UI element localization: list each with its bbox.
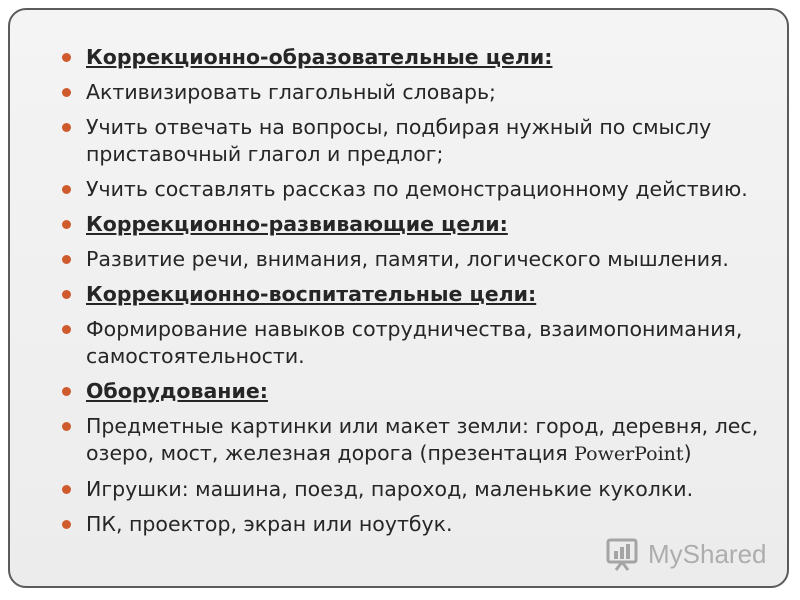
- list-item: [60, 316, 780, 370]
- bullet-icon: [62, 88, 71, 97]
- list-item-text: Игрушки: машина, поезд, пароход, маленькие куколки.: [86, 477, 694, 501]
- list-item: [60, 79, 780, 106]
- bullet-list: [60, 44, 780, 546]
- list-item: [60, 413, 780, 468]
- myshared-watermark: [606, 534, 767, 574]
- list-item-text: Учить отвечать на вопросы, подбирая нужный по смыслу приставочный глагол и предлог;: [86, 115, 712, 166]
- bullet-icon: [62, 325, 71, 334]
- watermark-text: MyShared: [648, 538, 767, 569]
- bullet-icon: [62, 255, 71, 264]
- section-heading: Коррекционно-образовательные цели:: [86, 45, 553, 69]
- list-item: [60, 246, 780, 273]
- list-item: [60, 44, 780, 71]
- list-item: [60, 476, 780, 503]
- section-heading: Коррекционно-воспитательные цели:: [86, 282, 537, 306]
- list-item-text: Учить составлять рассказ по демонстрационному действию.: [86, 177, 748, 201]
- list-item-text-main: Предметные картинки или макет земли: город, деревня, лес, озеро, мост, железная дорога (презентация: [86, 414, 759, 465]
- powerpoint-label: PowerPoint: [574, 443, 684, 465]
- bullet-icon: [62, 520, 71, 529]
- list-item: [60, 176, 780, 203]
- bullet-icon: [62, 290, 71, 299]
- list-item: [60, 211, 780, 238]
- bullet-icon: [62, 123, 71, 132]
- list-item: [60, 281, 780, 308]
- list-item-text: [86, 414, 758, 465]
- slide-frame: [8, 8, 789, 588]
- myshared-logo-icon: [606, 536, 642, 572]
- closing-paren: ): [683, 441, 692, 465]
- list-item-text: Формирование навыков сотрудничества, взаимопонимания, самостоятельности.: [86, 317, 743, 368]
- list-item: [60, 378, 780, 405]
- section-heading: Коррекционно-развивающие цели:: [86, 212, 508, 236]
- bullet-icon: [62, 185, 71, 194]
- bullet-icon: [62, 387, 71, 396]
- list-item-text: ПК, проектор, экран или ноутбук.: [86, 512, 453, 536]
- list-item-text: Развитие речи, внимания, памяти, логического мышления.: [86, 247, 729, 271]
- bullet-icon: [62, 485, 71, 494]
- bullet-icon: [62, 53, 71, 62]
- bullet-icon: [62, 422, 71, 431]
- bullet-icon: [62, 220, 71, 229]
- list-item: [60, 114, 780, 168]
- section-heading: Оборудование:: [86, 379, 268, 403]
- list-item-text: Активизировать глагольный словарь;: [86, 80, 496, 104]
